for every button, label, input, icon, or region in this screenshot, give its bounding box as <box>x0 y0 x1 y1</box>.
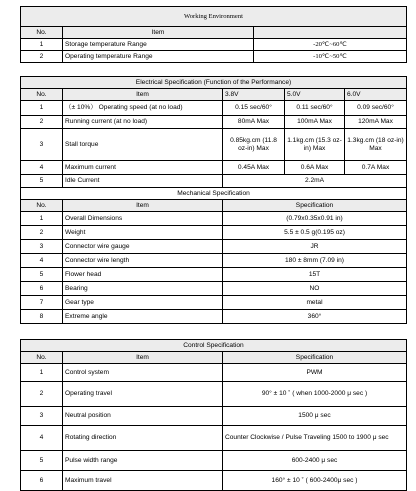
control-table <box>20 339 407 491</box>
row-item: Maximum travel <box>63 471 223 491</box>
row-item: Connector wire length <box>63 254 223 268</box>
table-row <box>21 382 407 407</box>
row-value-1: 0.15 sec/60° <box>223 101 285 116</box>
header-no: No. <box>21 200 63 212</box>
table-row <box>21 39 407 51</box>
row-no: 2 <box>21 116 63 129</box>
row-item: Stall torque <box>63 129 223 161</box>
row-spec: 15T <box>223 268 407 282</box>
row-item: Rotating direction <box>63 426 223 451</box>
working-environment-table <box>20 6 407 63</box>
table-row <box>21 175 407 188</box>
electrical-title: Electrical Specification (Function of the Performance) <box>21 77 407 89</box>
table-row <box>21 364 407 382</box>
row-value-1: 0.85kg.cm (11.8 oz-in) Max <box>223 129 285 161</box>
row-value-3: 1.3kg.cm (18 oz-in) Max <box>345 129 407 161</box>
row-item: Connector wire gauge <box>63 240 223 254</box>
table-row <box>21 254 407 268</box>
working-environment-section <box>20 6 406 63</box>
row-no: 1 <box>21 212 63 226</box>
row-value-2: 0.6A Max <box>285 161 345 175</box>
header-voltage-3: 6.0V <box>345 89 407 101</box>
header-item: Item <box>63 200 223 212</box>
row-no: 6 <box>21 471 63 491</box>
row-no: 1 <box>21 39 63 51</box>
row-no: 5 <box>21 175 63 188</box>
row-value-2: 0.11 sec/60° <box>285 101 345 116</box>
row-no: 5 <box>21 268 63 282</box>
row-no: 1 <box>21 101 63 116</box>
table-row <box>21 451 407 471</box>
row-spec: 600-2400 μ sec <box>223 451 407 471</box>
header-specification: Specification <box>223 352 407 364</box>
row-no: 2 <box>21 51 63 63</box>
row-no: 3 <box>21 407 63 426</box>
header-no: No. <box>21 89 63 101</box>
row-item: Maximum current <box>63 161 223 175</box>
row-item: Control system <box>63 364 223 382</box>
row-no: 5 <box>21 451 63 471</box>
row-no: 6 <box>21 282 63 296</box>
table-row <box>21 226 407 240</box>
header-item: Item <box>63 352 223 364</box>
row-value-3: 120mA Max <box>345 116 407 129</box>
row-item: （± 10%） Operating speed (at no load) <box>63 101 223 116</box>
row-spec: 180 ± 8mm (7.09 in) <box>223 254 407 268</box>
header-value <box>254 27 407 39</box>
row-spec: PWM <box>223 364 407 382</box>
row-item: Bearing <box>63 282 223 296</box>
row-item: Neutral position <box>63 407 223 426</box>
row-spec: 5.5 ± 0.5 g(0.195 oz) <box>223 226 407 240</box>
working-environment-title: Working Environment <box>21 7 407 27</box>
row-no: 1 <box>21 364 63 382</box>
electrical-mechanical-section <box>20 76 406 324</box>
row-value-1: 80mA Max <box>223 116 285 129</box>
row-item: Gear type <box>63 296 223 310</box>
row-no: 4 <box>21 161 63 175</box>
table-row <box>21 240 407 254</box>
control-title: Control Specification <box>21 340 407 352</box>
row-item: Pulse width range <box>63 451 223 471</box>
row-no: 2 <box>21 226 63 240</box>
row-spec: 90° ± 10 ˚ ( when 1000-2000 μ sec ) <box>223 382 407 407</box>
row-value-2: 1.1kg.cm (15.3 oz-in) Max <box>285 129 345 161</box>
row-spec: 160° ± 10 ˚ ( 600-2400μ sec ) <box>223 471 407 491</box>
table-row <box>21 407 407 426</box>
mechanical-title: Mechanical Specification <box>21 188 407 200</box>
row-value-3: 0.09 sec/60° <box>345 101 407 116</box>
row-item: Storage temperature Range <box>63 39 254 51</box>
row-item: Idle Current <box>63 175 223 188</box>
row-spec: Counter Clockwise / Pulse Traveling 1500 to 1900 μ sec <box>223 426 407 451</box>
row-item: Operating temperature Range <box>63 51 254 63</box>
table-row <box>21 268 407 282</box>
row-value-3: 0.7A Max <box>345 161 407 175</box>
row-value-1: 0.45A Max <box>223 161 285 175</box>
row-item: Weight <box>63 226 223 240</box>
table-row <box>21 101 407 116</box>
row-spec: 1500 μ sec <box>223 407 407 426</box>
header-item: Item <box>63 27 254 39</box>
mechanical-table <box>20 187 407 324</box>
row-item: Operating travel <box>63 382 223 407</box>
table-row <box>21 296 407 310</box>
table-row <box>21 310 407 324</box>
row-spec: (0.79x0.35x0.91 in) <box>223 212 407 226</box>
row-no: 4 <box>21 254 63 268</box>
row-value: -20℃~60℃ <box>254 39 407 51</box>
header-specification: Specification <box>223 200 407 212</box>
table-row <box>21 129 407 161</box>
row-no: 7 <box>21 296 63 310</box>
header-voltage-1: 3.8V <box>223 89 285 101</box>
row-value-span: 2.2mA <box>223 175 407 188</box>
row-spec: JR <box>223 240 407 254</box>
row-item: Flower head <box>63 268 223 282</box>
row-no: 4 <box>21 426 63 451</box>
header-item: Item <box>63 89 223 101</box>
table-row <box>21 282 407 296</box>
electrical-table <box>20 76 407 188</box>
table-row <box>21 116 407 129</box>
table-row <box>21 426 407 451</box>
table-row <box>21 51 407 63</box>
row-value: -10℃~50℃ <box>254 51 407 63</box>
row-no: 3 <box>21 240 63 254</box>
header-no: No. <box>21 27 63 39</box>
row-no: 8 <box>21 310 63 324</box>
header-no: No. <box>21 352 63 364</box>
row-spec: metal <box>223 296 407 310</box>
row-item: Running current (at no load) <box>63 116 223 129</box>
table-row <box>21 212 407 226</box>
table-row <box>21 471 407 491</box>
row-no: 3 <box>21 129 63 161</box>
row-item: Extreme angle <box>63 310 223 324</box>
row-value-2: 100mA Max <box>285 116 345 129</box>
control-specification-section <box>20 339 406 491</box>
row-spec: 360° <box>223 310 407 324</box>
row-item: Overall Dimensions <box>63 212 223 226</box>
header-voltage-2: 5.0V <box>285 89 345 101</box>
row-no: 2 <box>21 382 63 407</box>
table-row <box>21 161 407 175</box>
row-spec: NO <box>223 282 407 296</box>
